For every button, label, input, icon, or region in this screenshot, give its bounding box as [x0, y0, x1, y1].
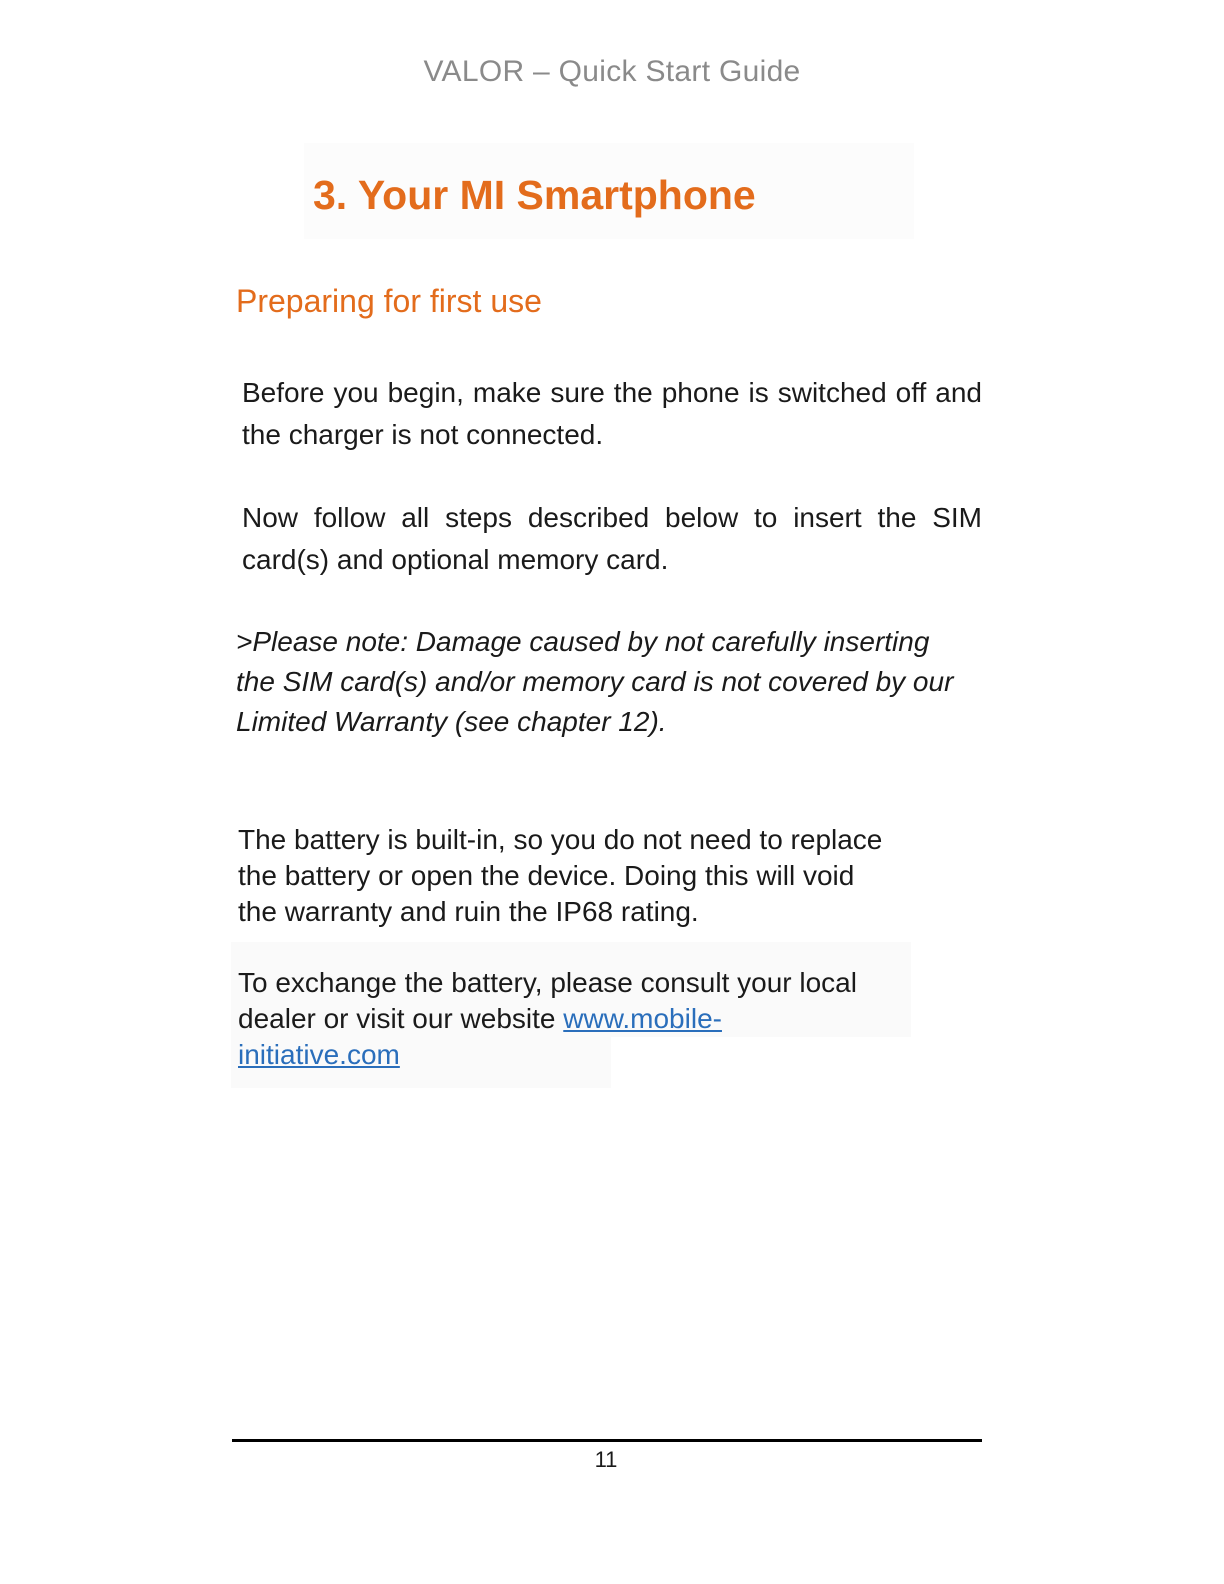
website-link-part-2[interactable]: initiative.com	[238, 1039, 400, 1070]
battery-built-in-paragraph	[238, 822, 958, 930]
footer-divider	[232, 1439, 982, 1442]
exchange-line-1: To exchange the battery, please consult your local	[238, 967, 857, 998]
section-heading: Preparing for first use	[236, 283, 542, 319]
battery-exchange-paragraph	[238, 965, 928, 1073]
battery-line-3: the warranty and ruin the IP68 rating.	[238, 896, 699, 927]
exchange-line-2-text: dealer or visit our website	[238, 1003, 564, 1034]
website-link-part-1[interactable]: www.mobile-	[563, 1003, 722, 1034]
intro-paragraph-insert-sim: Now follow all steps described below to insert the SIM card(s) and optional memory card.	[242, 502, 982, 575]
chapter-title: 3. Your MI Smartphone	[313, 172, 756, 218]
intro-paragraph-switch-off: Before you begin, make sure the phone is switched off and the charger is not connected.	[242, 377, 982, 450]
battery-line-1: The battery is built-in, so you do not need to replace	[238, 824, 883, 855]
page-number: 11	[594, 1447, 618, 1472]
warranty-note: >Please note: Damage caused by not carefully inserting the SIM card(s) and/or memory card is not covered by our Limited Warranty (see chapter 12).	[236, 626, 954, 737]
running-header: VALOR – Quick Start Guide	[423, 55, 801, 88]
battery-line-2: the battery or open the device. Doing this will void	[238, 860, 855, 891]
